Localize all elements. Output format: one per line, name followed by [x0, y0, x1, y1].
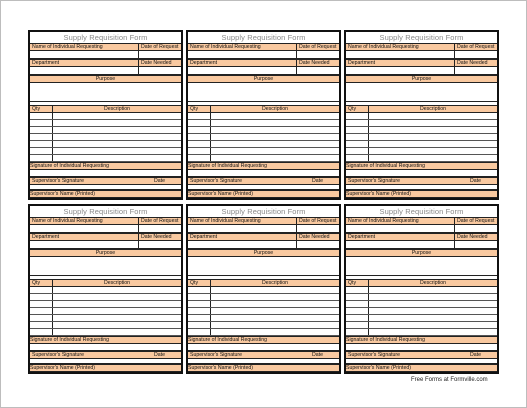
requester-label-row — [188, 43, 339, 51]
item-row — [30, 120, 181, 127]
supervisor-name-label: Supervisor's Name (Printed) — [346, 364, 497, 372]
department-fields — [30, 241, 181, 249]
qty-field[interactable] — [188, 329, 211, 335]
qty-field[interactable] — [346, 148, 369, 154]
description-field[interactable] — [211, 308, 339, 314]
item-row — [188, 315, 339, 322]
description-field[interactable] — [211, 148, 339, 154]
qty-field[interactable] — [30, 315, 53, 321]
date-needed-label: Date Needed — [296, 234, 339, 240]
date-request-field[interactable] — [138, 51, 181, 58]
date-label: Date — [312, 177, 323, 184]
description-field[interactable] — [53, 329, 181, 335]
date-request-label: Date of Request — [138, 218, 181, 224]
qty-field[interactable] — [188, 294, 211, 300]
name-label: Name of Individual Requesting — [190, 44, 261, 50]
footer-credit: Free Forms at Formville.com — [411, 377, 488, 383]
description-field[interactable] — [53, 294, 181, 300]
department-fields — [30, 67, 181, 75]
supervisor-signature-label: Supervisor's Signature — [190, 177, 243, 184]
description-field[interactable] — [211, 329, 339, 335]
department-label: Department — [348, 234, 376, 241]
qty-field[interactable] — [188, 322, 211, 328]
qty-field[interactable] — [346, 113, 369, 119]
qty-field[interactable] — [188, 127, 211, 133]
qty-field[interactable] — [346, 127, 369, 133]
qty-header: Qty — [30, 280, 53, 286]
signature-label: Signature of Individual Requesting — [30, 336, 181, 344]
date-needed-field[interactable] — [454, 241, 497, 248]
item-row — [30, 301, 181, 308]
qty-field[interactable] — [30, 141, 53, 147]
item-row — [188, 287, 339, 294]
item-row — [188, 301, 339, 308]
description-field[interactable] — [369, 113, 497, 119]
description-field[interactable] — [369, 301, 497, 307]
item-row — [30, 141, 181, 148]
date-needed-field[interactable] — [296, 67, 339, 74]
requester-fields — [346, 225, 497, 233]
purpose-label: Purpose — [188, 75, 339, 83]
item-row — [30, 113, 181, 120]
date-label: Date — [312, 351, 323, 358]
description-field[interactable] — [53, 120, 181, 126]
signature-label: Signature of Individual Requesting — [346, 162, 497, 170]
items-header — [188, 279, 339, 287]
name-field[interactable] — [30, 51, 138, 58]
signature-label: Signature of Individual Requesting — [346, 336, 497, 344]
qty-field[interactable] — [346, 155, 369, 161]
purpose-field[interactable] — [30, 257, 181, 276]
date-request-field[interactable] — [296, 225, 339, 232]
qty-field[interactable] — [30, 113, 53, 119]
description-field[interactable] — [369, 141, 497, 147]
description-field[interactable] — [211, 322, 339, 328]
form-title: Supply Requisition Form — [63, 33, 148, 42]
date-request-label: Date of Request — [454, 44, 497, 50]
description-field[interactable] — [211, 134, 339, 140]
description-field[interactable] — [53, 155, 181, 161]
supervisor-signature-label: Supervisor's Signature — [348, 177, 401, 184]
qty-field[interactable] — [188, 308, 211, 314]
date-needed-label: Date Needed — [138, 234, 181, 240]
department-label-row — [188, 233, 339, 241]
department-field[interactable] — [188, 241, 296, 248]
supply-requisition-form — [344, 30, 499, 200]
item-row — [188, 329, 339, 336]
item-row — [188, 134, 339, 141]
supervisor-name-label: Supervisor's Name (Printed) — [30, 364, 181, 372]
item-row — [346, 134, 497, 141]
description-field[interactable] — [369, 148, 497, 154]
item-row — [30, 148, 181, 155]
qty-field[interactable] — [30, 322, 53, 328]
purpose-field[interactable] — [346, 83, 497, 102]
description-field[interactable] — [53, 315, 181, 321]
date-needed-field[interactable] — [454, 67, 497, 74]
department-field[interactable] — [188, 67, 296, 74]
purpose-field[interactable] — [30, 83, 181, 102]
description-field[interactable] — [53, 287, 181, 293]
item-row — [346, 127, 497, 134]
date-request-label: Date of Request — [296, 218, 339, 224]
description-header: Description — [262, 106, 288, 113]
qty-field[interactable] — [30, 127, 53, 133]
name-field[interactable] — [30, 225, 138, 232]
item-row — [346, 113, 497, 120]
date-label: Date — [470, 177, 481, 184]
qty-field[interactable] — [346, 294, 369, 300]
signature-label: Signature of Individual Requesting — [30, 162, 181, 170]
purpose-label: Purpose — [30, 75, 181, 83]
supervisor-signature-label: Supervisor's Signature — [32, 351, 85, 358]
item-row — [346, 155, 497, 162]
qty-field[interactable] — [188, 287, 211, 293]
item-row — [188, 294, 339, 301]
description-field[interactable] — [369, 287, 497, 293]
description-header: Description — [104, 106, 130, 113]
supervisor-name-label: Supervisor's Name (Printed) — [188, 364, 339, 372]
date-needed-label: Date Needed — [454, 60, 497, 66]
qty-field[interactable] — [346, 315, 369, 321]
date-request-label: Date of Request — [454, 218, 497, 224]
qty-field[interactable] — [188, 141, 211, 147]
item-row — [346, 148, 497, 155]
description-field[interactable] — [211, 155, 339, 161]
qty-field[interactable] — [346, 120, 369, 126]
supervisor-label-row — [30, 177, 181, 185]
date-needed-label: Date Needed — [454, 234, 497, 240]
supervisor-label-row — [188, 351, 339, 359]
department-label-row — [30, 59, 181, 67]
date-request-field[interactable] — [138, 225, 181, 232]
qty-field[interactable] — [188, 301, 211, 307]
name-label: Name of Individual Requesting — [32, 218, 103, 224]
description-field[interactable] — [53, 127, 181, 133]
purpose-label: Purpose — [346, 75, 497, 83]
qty-field[interactable] — [188, 148, 211, 154]
requester-label-row — [30, 217, 181, 225]
items-header — [30, 279, 181, 287]
description-header: Description — [104, 280, 130, 287]
description-field[interactable] — [53, 308, 181, 314]
description-field[interactable] — [211, 301, 339, 307]
requester-fields — [30, 225, 181, 233]
qty-header: Qty — [346, 280, 369, 286]
items-header — [346, 105, 497, 113]
qty-field[interactable] — [346, 301, 369, 307]
items-list — [346, 287, 497, 336]
items-header — [188, 105, 339, 113]
supervisor-signature-label: Supervisor's Signature — [348, 351, 401, 358]
item-row — [30, 322, 181, 329]
qty-field[interactable] — [30, 287, 53, 293]
qty-field[interactable] — [30, 308, 53, 314]
description-field[interactable] — [211, 315, 339, 321]
item-row — [346, 315, 497, 322]
qty-header: Qty — [188, 106, 211, 112]
department-fields — [188, 67, 339, 75]
department-label: Department — [348, 60, 376, 67]
description-header: Description — [262, 280, 288, 287]
description-field[interactable] — [369, 155, 497, 161]
department-field[interactable] — [30, 241, 138, 248]
supply-requisition-form — [186, 204, 341, 374]
description-field[interactable] — [53, 301, 181, 307]
date-request-field[interactable] — [454, 51, 497, 58]
item-row — [346, 120, 497, 127]
forms-grid — [28, 30, 499, 374]
supervisor-label-row — [346, 351, 497, 359]
qty-field[interactable] — [346, 134, 369, 140]
description-field[interactable] — [211, 294, 339, 300]
supervisor-name-label: Supervisor's Name (Printed) — [346, 190, 497, 198]
description-field[interactable] — [211, 141, 339, 147]
purpose-label: Purpose — [188, 249, 339, 257]
item-row — [346, 329, 497, 336]
items-list — [346, 113, 497, 162]
item-row — [30, 315, 181, 322]
qty-field[interactable] — [188, 155, 211, 161]
purpose-field[interactable] — [188, 257, 339, 276]
items-list — [188, 287, 339, 336]
department-label-row — [188, 59, 339, 67]
qty-header: Qty — [346, 106, 369, 112]
purpose-label: Purpose — [30, 249, 181, 257]
qty-field[interactable] — [30, 120, 53, 126]
item-row — [346, 322, 497, 329]
item-row — [188, 148, 339, 155]
department-field[interactable] — [346, 67, 454, 74]
description-field[interactable] — [53, 322, 181, 328]
date-needed-label: Date Needed — [296, 60, 339, 66]
description-field[interactable] — [211, 287, 339, 293]
form-title: Supply Requisition Form — [379, 33, 464, 42]
supply-requisition-form — [28, 30, 183, 200]
supply-requisition-form — [186, 30, 341, 200]
item-row — [346, 301, 497, 308]
purpose-label: Purpose — [346, 249, 497, 257]
supervisor-label-row — [30, 351, 181, 359]
qty-field[interactable] — [346, 308, 369, 314]
qty-field[interactable] — [346, 287, 369, 293]
date-request-field[interactable] — [454, 225, 497, 232]
date-label: Date — [154, 351, 165, 358]
description-field[interactable] — [53, 141, 181, 147]
date-request-label: Date of Request — [296, 44, 339, 50]
department-label: Department — [190, 234, 218, 241]
name-label: Name of Individual Requesting — [348, 218, 419, 224]
items-list — [30, 113, 181, 162]
item-row — [188, 120, 339, 127]
department-label-row — [346, 233, 497, 241]
qty-field[interactable] — [30, 294, 53, 300]
purpose-field[interactable] — [188, 83, 339, 102]
qty-field[interactable] — [188, 134, 211, 140]
form-title: Supply Requisition Form — [221, 33, 306, 42]
description-field[interactable] — [369, 308, 497, 314]
department-field[interactable] — [30, 67, 138, 74]
item-row — [30, 308, 181, 315]
name-field[interactable] — [188, 225, 296, 232]
date-needed-field[interactable] — [138, 67, 181, 74]
signature-label: Signature of Individual Requesting — [188, 162, 339, 170]
item-row — [30, 155, 181, 162]
supervisor-signature-label: Supervisor's Signature — [32, 177, 85, 184]
date-needed-label: Date Needed — [138, 60, 181, 66]
description-field[interactable] — [53, 113, 181, 119]
qty-field[interactable] — [30, 301, 53, 307]
name-label: Name of Individual Requesting — [348, 44, 419, 50]
qty-field[interactable] — [188, 120, 211, 126]
item-row — [346, 308, 497, 315]
item-row — [346, 287, 497, 294]
date-label: Date — [154, 177, 165, 184]
description-field[interactable] — [369, 329, 497, 335]
item-row — [30, 287, 181, 294]
requester-label-row — [188, 217, 339, 225]
department-field[interactable] — [346, 241, 454, 248]
department-fields — [346, 241, 497, 249]
description-field[interactable] — [211, 120, 339, 126]
qty-field[interactable] — [30, 134, 53, 140]
item-row — [346, 294, 497, 301]
name-field[interactable] — [188, 51, 296, 58]
name-field[interactable] — [346, 51, 454, 58]
item-row — [188, 308, 339, 315]
description-header: Description — [420, 106, 446, 113]
qty-field[interactable] — [346, 141, 369, 147]
department-fields — [188, 241, 339, 249]
department-label: Department — [190, 60, 218, 67]
item-row — [346, 141, 497, 148]
description-field[interactable] — [211, 127, 339, 133]
qty-field[interactable] — [30, 148, 53, 154]
qty-header: Qty — [30, 106, 53, 112]
supervisor-name-label: Supervisor's Name (Printed) — [30, 190, 181, 198]
requester-label-row — [346, 217, 497, 225]
date-needed-field[interactable] — [296, 241, 339, 248]
department-fields — [346, 67, 497, 75]
requester-label-row — [30, 43, 181, 51]
item-row — [188, 141, 339, 148]
items-list — [30, 287, 181, 336]
item-row — [30, 127, 181, 134]
description-field[interactable] — [369, 294, 497, 300]
date-request-field[interactable] — [296, 51, 339, 58]
supervisor-name-label: Supervisor's Name (Printed) — [188, 190, 339, 198]
item-row — [188, 155, 339, 162]
requester-fields — [188, 225, 339, 233]
qty-header: Qty — [188, 280, 211, 286]
description-field[interactable] — [369, 322, 497, 328]
qty-field[interactable] — [346, 329, 369, 335]
supervisor-label-row — [346, 177, 497, 185]
signature-label: Signature of Individual Requesting — [188, 336, 339, 344]
date-request-label: Date of Request — [138, 44, 181, 50]
qty-field[interactable] — [30, 155, 53, 161]
date-needed-field[interactable] — [138, 241, 181, 248]
description-field[interactable] — [211, 113, 339, 119]
item-row — [188, 322, 339, 329]
description-field[interactable] — [53, 134, 181, 140]
department-label: Department — [32, 234, 60, 241]
description-field[interactable] — [369, 127, 497, 133]
requester-fields — [346, 51, 497, 59]
item-row — [188, 113, 339, 120]
qty-field[interactable] — [188, 113, 211, 119]
qty-field[interactable] — [188, 315, 211, 321]
description-field[interactable] — [369, 134, 497, 140]
item-row — [30, 134, 181, 141]
description-field[interactable] — [369, 315, 497, 321]
requester-fields — [188, 51, 339, 59]
description-field[interactable] — [369, 120, 497, 126]
requester-fields — [30, 51, 181, 59]
items-header — [346, 279, 497, 287]
date-label: Date — [470, 351, 481, 358]
requester-label-row — [346, 43, 497, 51]
form-title: Supply Requisition Form — [221, 207, 306, 216]
supply-requisition-form — [28, 204, 183, 374]
qty-field[interactable] — [30, 329, 53, 335]
name-label: Name of Individual Requesting — [190, 218, 261, 224]
supply-requisition-form — [344, 204, 499, 374]
item-row — [30, 294, 181, 301]
department-label: Department — [32, 60, 60, 67]
department-label-row — [346, 59, 497, 67]
form-title: Supply Requisition Form — [379, 207, 464, 216]
qty-field[interactable] — [346, 322, 369, 328]
department-label-row — [30, 233, 181, 241]
description-field[interactable] — [53, 148, 181, 154]
form-title: Supply Requisition Form — [63, 207, 148, 216]
items-header — [30, 105, 181, 113]
name-label: Name of Individual Requesting — [32, 44, 103, 50]
items-list — [188, 113, 339, 162]
description-header: Description — [420, 280, 446, 287]
supervisor-label-row — [188, 177, 339, 185]
item-row — [30, 329, 181, 336]
purpose-field[interactable] — [346, 257, 497, 276]
item-row — [188, 127, 339, 134]
name-field[interactable] — [346, 225, 454, 232]
supervisor-signature-label: Supervisor's Signature — [190, 351, 243, 358]
